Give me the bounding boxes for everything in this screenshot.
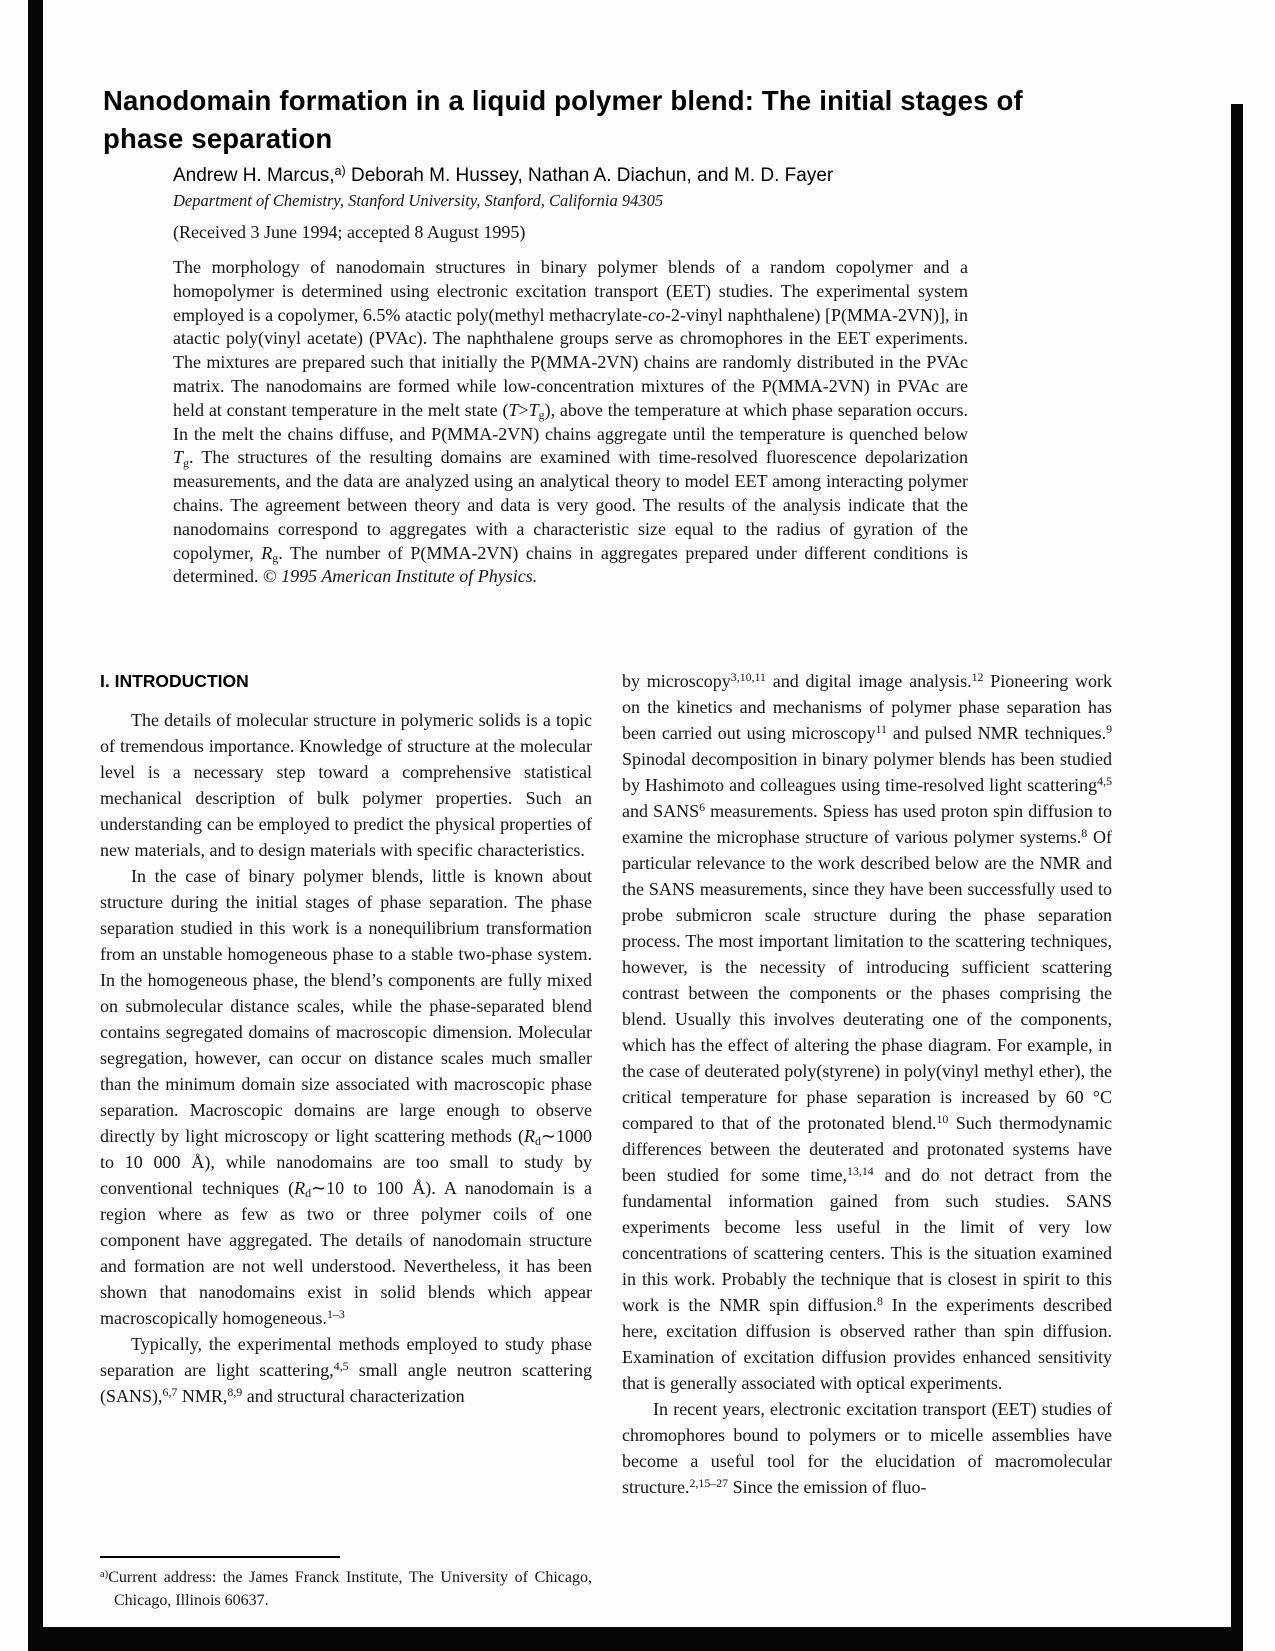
scan-artifact-left-bar bbox=[28, 0, 43, 1651]
footnote-rule bbox=[100, 1556, 340, 1558]
scan-artifact-bottom-bar bbox=[28, 1627, 1243, 1651]
authors-line: Andrew H. Marcus,$^{a)}$ Deborah M. Hussey, Nathan A. Diachun, and M. D. Fayer bbox=[173, 163, 834, 186]
affiliation: Department of Chemistry, Stanford University, Stanford, California 94305 bbox=[173, 191, 664, 210]
intro-paragraph-4: by microscopy$^{3,10,11}$ and digital image analysis.$^{12}$ Pioneering work on the kinetics and mechanisms of polymer phase separation has been carried out using microscopy$^{11}$ and pulsed NMR techniques.$^9$ Spinodal decomposition in binary polymer blends has been studied by Hashimoto and colleagues using time-resolved light scattering$^{4,5}$ and SANS$^6$ measurements. Spiess has used proton spin diffusion to examine the microphase structure of various polymer systems.$^8$ Of particular relevance to the work described below are the NMR and the SANS measurements, since they have been successfully used to probe submicron scale structure during the phase separation process. The most important limitation to the scattering techniques, however, is the necessity of introducing sufficient scattering contrast between the components or the phases comprising the blend. Usually this involves deuterating one of the components, which has the effect of altering the phase diagram. For example, in the case of deuterated poly(styrene) in poly(vinyl methyl ether), the critical temperature for phase separation is increased by 60 °C compared to that of the protonated blend.$^{10}$ Such thermodynamic differences between the deuterated and protonated systems have been studied for some time,$^{13,14}$ and do not detract from the fundamental information gained from such studies. SANS experiments become less useful in the limit of very low concentrations of scattering centers. This is the situation examined in this work. Probably the technique that is closest in spirit to this work is the NMR spin diffusion.$^8$ In the experiments described here, excitation diffusion is observed rather than spin diffusion. Examination of excitation diffusion provides enhanced sensitivity that is generally associated with optical experiments. bbox=[622, 670, 1113, 1393]
intro-paragraph-2: In the case of binary polymer blends, little is known about structure during the initial stages of phase separation. The phase separation studied in this work is a nonequilibrium transformation from an unstable homogeneous phase to a stable two-phase system. In the homogeneous phase, the blend’s components are fully mixed on submolecular distance scales, while the phase-separated blend contains segregated domains of macroscopic dimension. Molecular segregation, however, can occur on distance scales much smaller than the minimum domain size associated with macroscopic phase separation. Macroscopic domains are large enough to observe directly by light microscopy or light scattering methods ($R_d\sim 1000$ to 10 000 Å), while nanodomains are too small to study by conventional techniques ($R_d\sim 10$ to 100 Å). A nanodomain is a region where as few as two or three polymer coils of one component have aggregated. The details of nanodomain structure and formation are not well understood. Nevertheless, it has been shown that nanodomains exist in solid blends which appear macroscopically homogeneous.$^{1-3}$ bbox=[100, 866, 592, 1328]
left-column bbox=[100, 668, 592, 1409]
intro-paragraph-5: In recent years, electronic excitation transport (EET) studies of chromophores bound to polymers or to micelle assemblies have become a useful tool for the elucidation of macromolecular structure.$^{2,15-27}$ Since the emission of fluo- bbox=[622, 1399, 1112, 1497]
scan-artifact-right-bar bbox=[1231, 104, 1243, 1651]
right-column bbox=[622, 668, 1112, 1500]
section-heading-introduction: I. INTRODUCTION bbox=[100, 671, 249, 691]
footnote-text: $^{a)}$Current address: the James Franck Institute, The University of Chicago, Chicago, Illinois 60637. bbox=[100, 1568, 592, 1609]
received-line: (Received 3 June 1994; accepted 8 August 1995) bbox=[173, 222, 526, 242]
intro-paragraph-1: The details of molecular structure in polymeric solids is a topic of tremendous importance. Knowledge of structure at the molecular level is a necessary step toward a comprehensive statistical mechanical description of bulk polymer properties. Such an understanding can be employed to predict the physical properties of new materials, and to design materials with specific characteristics. bbox=[100, 710, 592, 860]
author-footnote bbox=[100, 1556, 592, 1612]
intro-paragraph-3: Typically, the experimental methods employed to study phase separation are light scattering,$^{4,5}$ small angle neutron scattering (SANS),$^{6,7}$ NMR,$^{8,9}$ and structural characterization bbox=[100, 1334, 592, 1406]
article-title: Nanodomain formation in a liquid polymer blend: The initial stages of phase separation bbox=[103, 85, 1023, 154]
abstract-paragraph: The morphology of nanodomain structures in binary polymer blends of a random copolymer and a homopolymer is determined using electronic excitation transport (EET) studies. The experimental system employed is a copolymer, 6.5% atactic poly(methyl methacrylate-co-2-vinyl naphthalene) [P(MMA-2VN)], in atactic poly(vinyl acetate) (PVAc). The naphthalene groups serve as chromophores in the EET experiments. The mixtures are prepared such that initially the P(MMA-2VN) chains are randomly distributed in the PVAc matrix. The nanodomains are formed while low-concentration mixtures of the P(MMA-2VN) in PVAc are held at constant temperature in the melt state $(T>T_g)$, above the temperature at which phase separation occurs. In the melt the chains diffuse, and P(MMA-2VN) chains aggregate until the temperature is quenched below $T_g$. The structures of the resulting domains are examined with time-resolved fluorescence depolarization measurements, and the data are analyzed using an analytical theory to model EET among interacting polymer chains. The agreement between theory and data is very good. The results of the analysis indicate that the nanodomains correspond to aggregates with a characteristic size equal to the radius of gyration of the copolymer, $R_g$. The number of P(MMA-2VN) chains in aggregates prepared under different conditions is determined. © 1995 American Institute of Physics. bbox=[173, 257, 969, 587]
